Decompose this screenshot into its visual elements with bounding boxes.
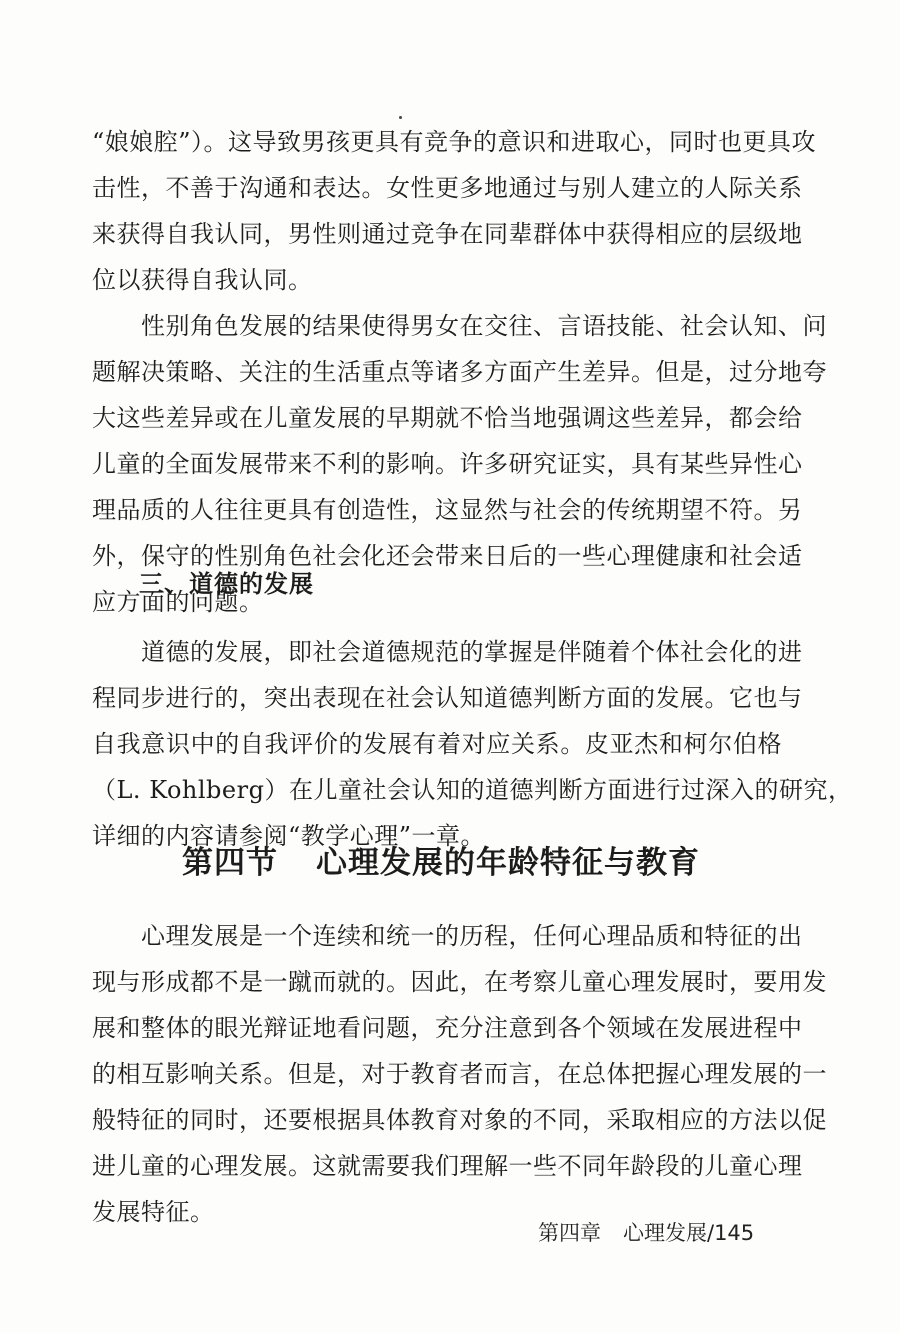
print-speck bbox=[399, 116, 402, 119]
section-heading: 三、道德的发展 bbox=[139, 570, 314, 598]
text-line: 应方面的问题。 bbox=[92, 588, 264, 616]
text-line: 般特征的同时，还要根据具体教育对象的不同，采取相应的方法以促 bbox=[92, 1106, 827, 1134]
text-line: 道德的发展，即社会道德规范的掌握是伴随着个体社会化的进 bbox=[141, 638, 803, 666]
text-line: 自我意识中的自我评价的发展有着对应关系。皮亚杰和柯尔伯格 bbox=[92, 730, 782, 758]
text-line: 外，保守的性别角色社会化还会带来日后的一些心理健康和社会适 bbox=[92, 542, 803, 570]
footer-chapter-title: 心理发展 bbox=[623, 1221, 707, 1245]
text-line: 理品质的人往往更具有创造性，这显然与社会的传统期望不符。另 bbox=[92, 496, 803, 524]
section-title-text: 心理发展的年龄特征与教育 bbox=[316, 845, 700, 881]
text-line: 性别角色发展的结果使得男女在交往、言语技能、社会认知、问 bbox=[141, 312, 827, 340]
text-line: 详细的内容请参阅“教学心理”一章。 bbox=[92, 822, 486, 850]
text-line: 的相互影响关系。但是，对于教育者而言，在总体把握心理发展的一 bbox=[92, 1060, 827, 1088]
text-line: 发展特征。 bbox=[92, 1198, 215, 1226]
text-line: 题解决策略、关注的生活重点等诸多方面产生差异。但是，过分地夸 bbox=[92, 358, 827, 386]
text-line: 大这些差异或在儿童发展的早期就不恰当地强调这些差异，都会给 bbox=[92, 404, 803, 432]
text-line: 儿童的全面发展带来不利的影响。许多研究证实，具有某些异性心 bbox=[92, 450, 803, 478]
page-footer bbox=[538, 1218, 754, 1248]
footer-chapter: 第四章 bbox=[538, 1221, 601, 1245]
section-number: 第四节 bbox=[182, 845, 278, 881]
text-line: 位以获得自我认同。 bbox=[92, 266, 313, 294]
section-title bbox=[182, 840, 700, 886]
text-line: （L. Kohlberg）在儿童社会认知的道德判断方面进行过深入的研究， bbox=[92, 776, 853, 804]
text-line: 进儿童的心理发展。这就需要我们理解一些不同年龄段的儿童心理 bbox=[92, 1152, 803, 1180]
text-line: 来获得自我认同，男性则通过竞争在同辈群体中获得相应的层级地 bbox=[92, 220, 803, 248]
text-line: 现与形成都不是一蹴而就的。因此，在考察儿童心理发展时，要用发 bbox=[92, 968, 827, 996]
text-line: 展和整体的眼光辩证地看问题，充分注意到各个领域在发展进程中 bbox=[92, 1014, 803, 1042]
text-line: “娘娘腔”）。这导致男孩更具有竞争的意识和进取心，同时也更具攻 bbox=[92, 128, 817, 156]
text-line: 心理发展是一个连续和统一的历程，任何心理品质和特征的出 bbox=[141, 922, 803, 950]
footer-page-number: /145 bbox=[707, 1221, 755, 1245]
text-line: 程同步进行的，突出表现在社会认知道德判断方面的发展。它也与 bbox=[92, 684, 803, 712]
text-line: 击性，不善于沟通和表达。女性更多地通过与别人建立的人际关系 bbox=[92, 174, 803, 202]
